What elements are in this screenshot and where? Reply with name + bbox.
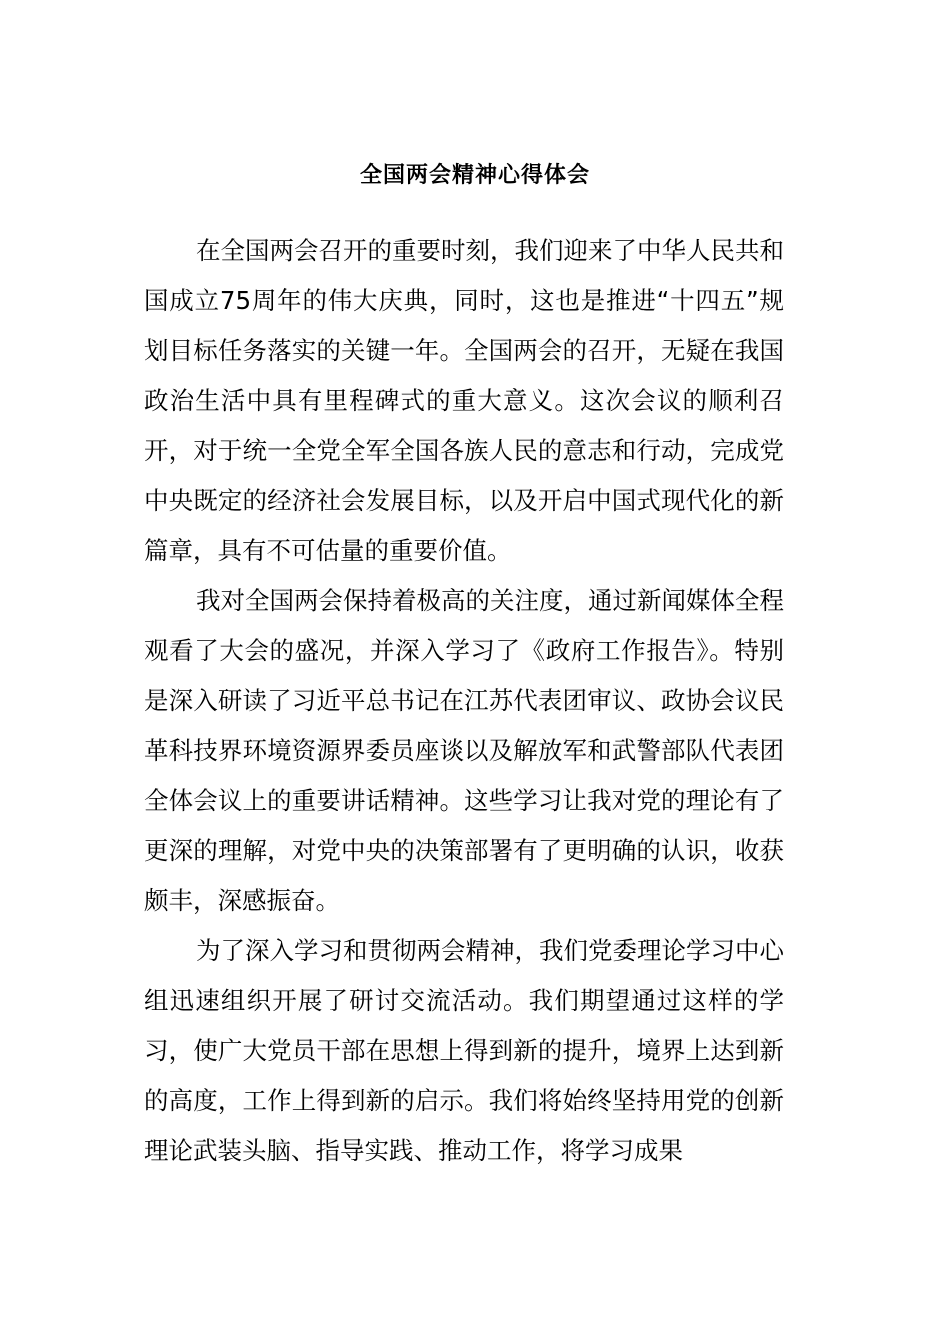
paragraph-2: 我对全国两会保持着极高的关注度，通过新闻媒体全程观看了大会的盛况，并深入学习了《政府工作报告》。特别是深入研读了习近平总书记在江苏代表团审议、政协会议民革科技界环境资源界委员座谈以及解放军和武警部队代表团全体会议上的重要讲话精神。这些学习让我对党的理论有了更深的理解，对党中央的决策部署有了更明确的认识，收获颇丰，深感振奋。 bbox=[144, 586, 784, 915]
document-body bbox=[144, 226, 784, 1176]
paragraph-1: 在全国两会召开的重要时刻，我们迎来了中华人民共和国成立75周年的伟大庆典，同时，这也是推进“十四五”规划目标任务落实的关键一年。全国两会的召开，无疑在我国政治生活中具有里程碑式的重大意义。这次会议的顺利召开，对于统一全党全军全国各族人民的意志和行动，完成党中央既定的经济社会发展目标，以及开启中国式现代化的新篇章，具有不可估量的重要价值。 bbox=[144, 236, 784, 565]
document-title: 全国两会精神心得体会 bbox=[359, 163, 590, 188]
paragraph-3: 为了深入学习和贯彻两会精神，我们党委理论学习中心组迅速组织开展了研讨交流活动。我们期望通过这样的学习，使广大党员干部在思想上得到新的提升，境界上达到新的高度，工作上得到新的启示。我们将始终坚持用党的创新理论武装头脑、指导实践、推动工作，将学习成果 bbox=[144, 936, 784, 1165]
